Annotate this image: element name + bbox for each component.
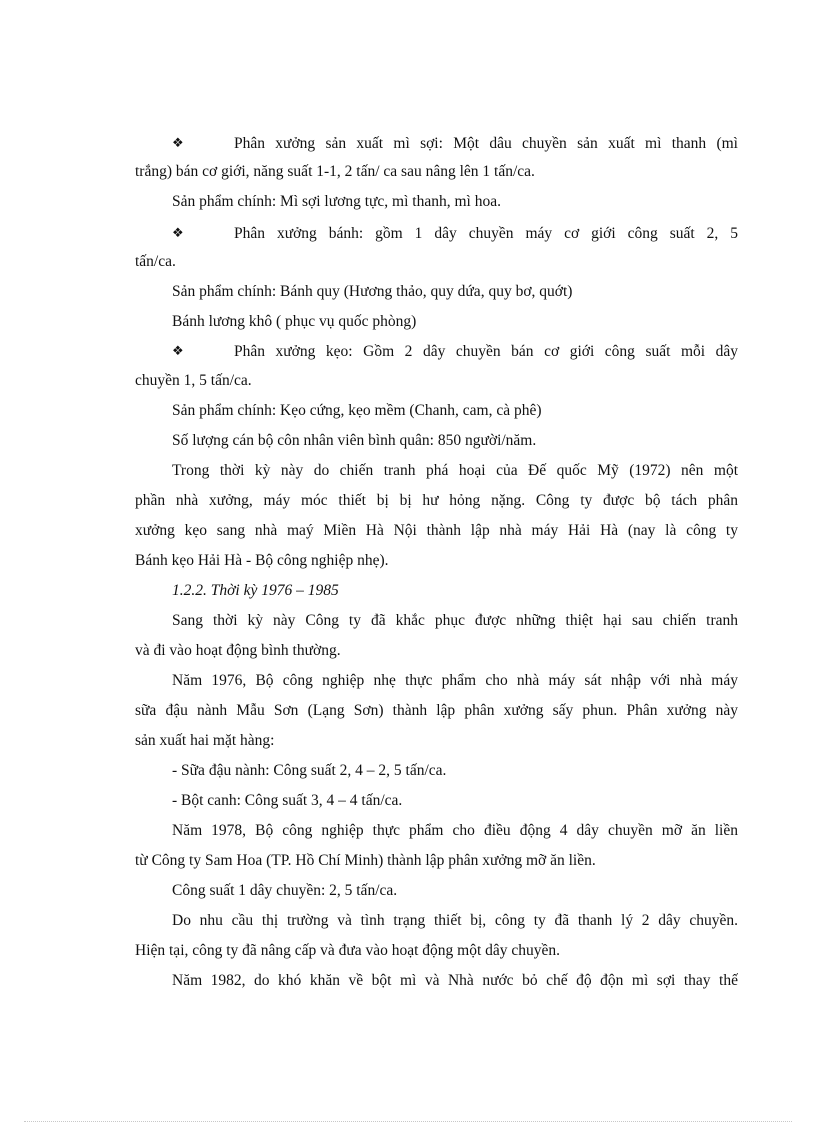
paragraph-line: sữa đậu nành Mẫu Sơn (Lạng Sơn) thành lập phân xưởng sấy phun. Phân xưởng này [135, 702, 738, 719]
paragraph-line: Phân xưởng kẹo: Gồm 2 dây chuyền bán cơ giới công suất mỗi dây [234, 343, 738, 360]
paragraph-line: Năm 1976, Bộ công nghiệp nhẹ thực phẩm cho nhà máy sát nhập với nhà máy [172, 672, 738, 689]
bullet-item-candy-workshop [172, 341, 738, 363]
diamond-bullet-icon: ❖ [172, 136, 184, 151]
paragraph-line: trắng) bán cơ giới, năng suất 1-1, 2 tấn/ ca sau nâng lên 1 tấn/ca. [135, 163, 535, 180]
paragraph-line: Sản phẩm chính: Kẹo cứng, kẹo mềm (Chanh, cam, cà phê) [172, 402, 542, 419]
list-item: - Bột canh: Công suất 3, 4 – 4 tấn/ca. [172, 792, 403, 809]
paragraph-line: Phân xưởng bánh: gồm 1 dây chuyền máy cơ giới công suất 2, 5 [234, 225, 738, 242]
diamond-bullet-icon: ❖ [172, 226, 184, 241]
paragraph-line: Năm 1978, Bộ công nghiệp thực phẩm cho điều động 4 dây chuyền mỡ ăn liền [172, 822, 738, 839]
paragraph-line: Hiện tại, công ty đã nâng cấp và đưa vào hoạt động một dây chuyền. [135, 942, 561, 959]
paragraph-line: chuyền 1, 5 tấn/ca. [135, 372, 252, 389]
paragraph-line: xưởng kẹo sang nhà maý Miền Hà Nội thành lập nhà máy Hải Hà (nay là công ty [135, 522, 738, 539]
page-bottom-divider [24, 1121, 792, 1122]
paragraph-line: Phân xưởng sản xuất mì sợi: Một dâu chuyền sản xuất mì thanh (mì [234, 135, 738, 152]
paragraph-line: Năm 1982, do khó khăn về bột mì và Nhà nước bỏ chế độ độn mì sợi thay thế [172, 972, 738, 989]
bullet-item-biscuit-workshop [172, 223, 738, 245]
bullet-item-noodle-workshop [172, 133, 738, 155]
paragraph-line: Bánh kẹo Hải Hà - Bộ công nghiệp nhẹ). [135, 552, 389, 569]
paragraph-line: phần nhà xưởng, máy móc thiết bị bị hư hỏng nặng. Công ty được bộ tách phân [135, 492, 738, 509]
paragraph-line: Sang thời kỳ này Công ty đã khắc phục được những thiệt hại sau chiến tranh [172, 612, 738, 629]
paragraph-line: từ Công ty Sam Hoa (TP. Hồ Chí Minh) thành lập phân xưởng mỡ ăn liền. [135, 852, 596, 869]
section-heading: 1.2.2. Thời kỳ 1976 – 1985 [172, 582, 339, 599]
list-item: - Sữa đậu nành: Công suất 2, 4 – 2, 5 tấn/ca. [172, 762, 447, 779]
paragraph-line: sản xuất hai mặt hàng: [135, 732, 275, 749]
paragraph-line: Sản phẩm chính: Mì sợi lương tực, mì thanh, mì hoa. [172, 193, 501, 210]
paragraph-line: Sản phẩm chính: Bánh quy (Hương thảo, quy dứa, quy bơ, quớt) [172, 283, 573, 300]
paragraph-line: Bánh lương khô ( phục vụ quốc phòng) [172, 313, 417, 330]
paragraph-line: Trong thời kỳ này do chiến tranh phá hoại của Đế quốc Mỹ (1972) nên một [172, 462, 738, 479]
paragraph-line: và đi vào hoạt động bình thường. [135, 642, 341, 659]
diamond-bullet-icon: ❖ [172, 344, 184, 359]
paragraph-line: tấn/ca. [135, 253, 176, 270]
paragraph-line: Công suất 1 dây chuyền: 2, 5 tấn/ca. [172, 882, 398, 899]
paragraph-line: Do nhu cầu thị trường và tình trạng thiết bị, công ty đã thanh lý 2 dây chuyền. [172, 912, 738, 929]
paragraph-line: Số lượng cán bộ côn nhân viên bình quân: 850 người/năm. [172, 432, 537, 449]
